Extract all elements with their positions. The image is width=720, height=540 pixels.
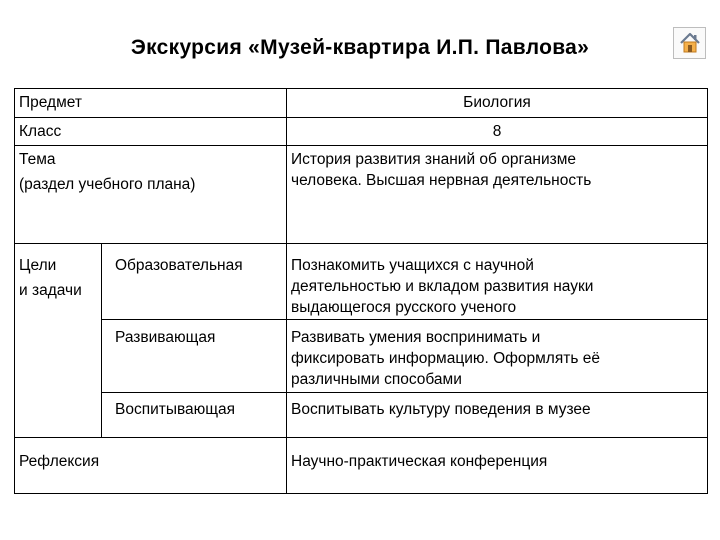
developing-line2: фиксировать информацию. Оформлять её <box>291 350 600 367</box>
subject-value: Биология <box>463 94 531 111</box>
developing-line3: различными способами <box>291 371 462 388</box>
educational-label: Образовательная <box>115 257 243 274</box>
educational-line1: Познакомить учащихся с научной <box>291 257 534 274</box>
home-button[interactable] <box>673 27 706 59</box>
home-icon <box>678 31 702 55</box>
grade-label: Класс <box>19 123 62 140</box>
topic-value-line2: человека. Высшая нервная деятельность <box>291 172 592 189</box>
column-divider <box>101 243 102 437</box>
reflection-value: Научно-практическая конференция <box>291 453 548 470</box>
developing-label: Развивающая <box>115 329 216 346</box>
reflection-label: Рефлексия <box>19 453 100 470</box>
goals-label-line1: Цели <box>19 257 57 274</box>
educational-line2: деятельностью и вкладом развития науки <box>291 278 594 295</box>
subject-label: Предмет <box>19 94 82 111</box>
grade-value: 8 <box>492 123 502 140</box>
row-divider <box>101 392 707 393</box>
page-title: Экскурсия «Музей-квартира И.П. Павлова» <box>130 36 590 59</box>
row-divider <box>15 243 707 244</box>
row-divider <box>15 437 707 438</box>
upbringing-label: Воспитывающая <box>115 401 236 418</box>
topic-label-line2: (раздел учебного плана) <box>19 176 196 193</box>
row-divider <box>15 145 707 146</box>
topic-label-line1: Тема <box>19 151 56 168</box>
topic-value-line1: История развития знаний об организме <box>291 151 576 168</box>
goals-label-line2: и задачи <box>19 282 82 299</box>
educational-line3: выдающегося русского ученого <box>291 299 517 316</box>
row-divider <box>101 319 707 320</box>
row-divider <box>15 117 707 118</box>
developing-line1: Развивать умения воспринимать и <box>291 329 541 346</box>
column-divider <box>286 89 287 493</box>
lesson-table <box>14 88 708 494</box>
upbringing-line1: Воспитывать культуру поведения в музее <box>291 401 591 418</box>
